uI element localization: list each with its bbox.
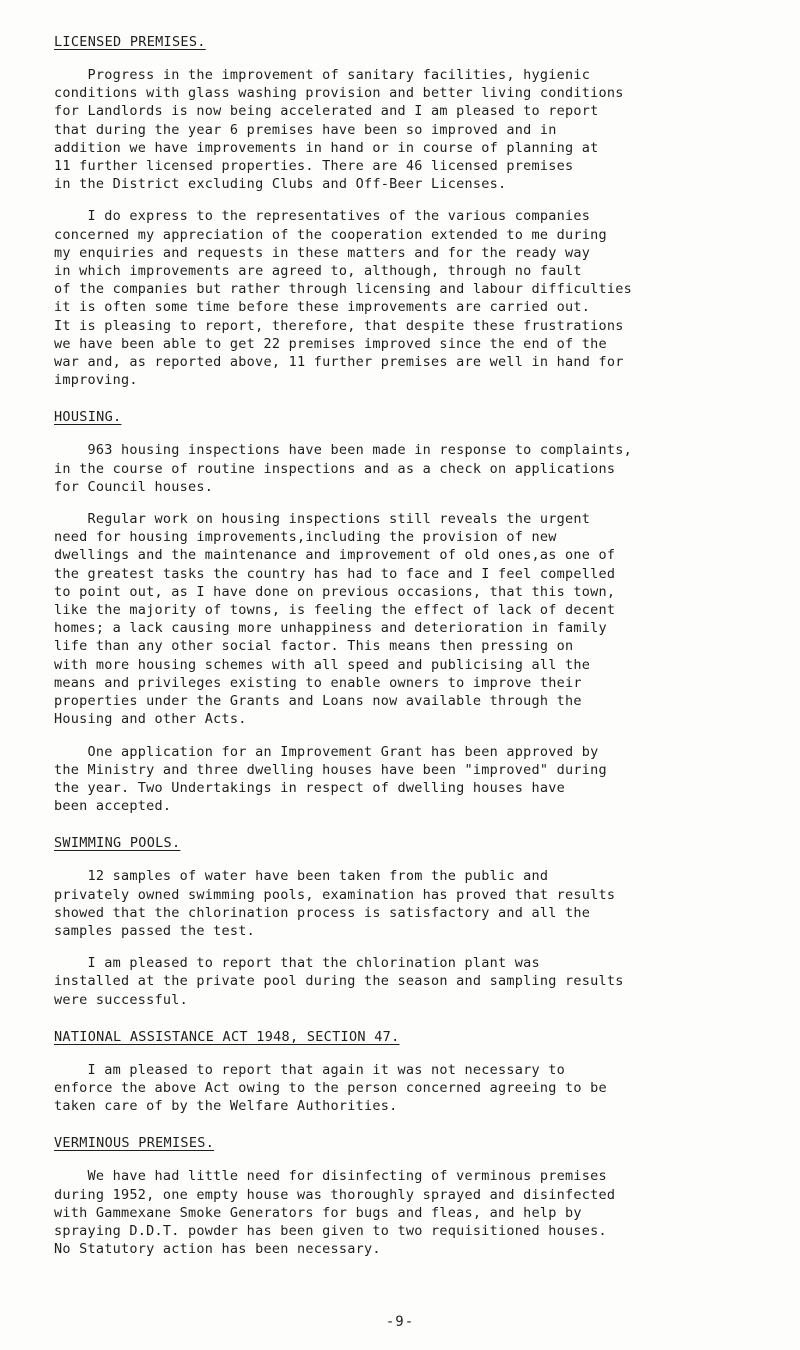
text-line: we have been able to get 22 premises improved since the end of the	[54, 335, 607, 352]
text-line: It is pleasing to report, therefore, that despite these frustrations	[54, 317, 624, 334]
paragraph	[54, 510, 774, 728]
paragraph-gap	[54, 729, 774, 743]
paragraph-gap	[54, 496, 774, 510]
paragraph-gap	[54, 1047, 774, 1061]
text-line: during 1952, one empty house was thoroughly sprayed and disinfected	[54, 1186, 616, 1203]
text-line: privately owned swimming pools, examination has proved that results	[54, 886, 616, 903]
text-line: 11 further licensed properties. There are 46 licensed premises	[54, 158, 574, 175]
text-line: dwellings and the maintenance and improvement of old ones,as one of	[54, 547, 616, 564]
paragraph	[54, 1167, 774, 1258]
section-heading: LICENSED PREMISES.	[54, 34, 206, 50]
paragraph-gap	[54, 853, 774, 867]
text-line: of the companies but rather through licensing and labour difficulties	[54, 281, 633, 298]
text-line: in which improvements are agreed to, although, through no fault	[54, 263, 582, 280]
section-gap	[54, 1115, 774, 1133]
text-line: addition we have improvements in hand or in course of planning at	[54, 139, 599, 156]
text-line: samples passed the test.	[54, 922, 256, 939]
text-line: I am pleased to report that again it was not necessary to	[54, 1061, 566, 1078]
paragraph-gap	[54, 427, 774, 441]
section-heading: SWIMMING POOLS.	[54, 835, 181, 852]
text-line: No Statutory action has been necessary.	[54, 1241, 381, 1258]
text-line: I am pleased to report that the chlorination plant was	[54, 955, 540, 972]
text-line: life than any other social factor. This means then pressing on	[54, 638, 574, 655]
text-line: spraying D.D.T. powder has been given to two requisitioned houses.	[54, 1222, 607, 1239]
paragraph	[54, 1061, 774, 1116]
text-line: taken care of by the Welfare Authorities.	[54, 1098, 398, 1115]
section-heading: HOUSING.	[54, 409, 122, 426]
text-line: showed that the chlorination process is satisfactory and all the	[54, 904, 591, 921]
text-line: for Landlords is now being accelerated and I am pleased to report	[54, 103, 599, 120]
text-line: improving.	[54, 372, 138, 389]
paragraph-gap	[54, 52, 774, 66]
text-line: need for housing improvements,including the provision of new	[54, 529, 557, 546]
text-line: Regular work on housing inspections still reveals the urgent	[54, 511, 591, 528]
text-line: with Gammexane Smoke Generators for bugs and fleas, and help by	[54, 1204, 582, 1221]
text-line: with more housing schemes with all speed and publicising all the	[54, 656, 591, 673]
text-line: like the majority of towns, is feeling the effect of lack of decent	[54, 602, 616, 619]
text-line: that during the year 6 premises have been so improved and in	[54, 121, 557, 138]
text-line: to point out, as I have done on previous occasions, that this town,	[54, 583, 616, 600]
paragraph	[54, 66, 774, 193]
text-line: properties under the Grants and Loans now available through the	[54, 693, 582, 710]
paragraph	[54, 441, 774, 496]
text-line: war and, as reported above, 11 further premises are well in hand for	[54, 354, 624, 371]
text-line: enforce the above Act owing to the person concerned agreeing to be	[54, 1079, 607, 1096]
text-line: Progress in the improvement of sanitary facilities, hygienic	[54, 67, 591, 83]
section-gap	[54, 1009, 774, 1027]
text-line: in the District excluding Clubs and Off-Beer Licenses.	[54, 176, 507, 193]
text-line: installed at the private pool during the season and sampling results	[54, 973, 624, 990]
paragraph-gap	[54, 940, 774, 954]
text-line: were successful.	[54, 991, 189, 1008]
page-number: -9-	[385, 1314, 415, 1330]
paragraph	[54, 207, 774, 389]
text-line: been accepted.	[54, 798, 172, 815]
text-line: in the course of routine inspections and as a check on applications	[54, 460, 616, 477]
text-line: homes; a lack causing more unhappiness and deterioration in family	[54, 620, 607, 637]
text-line: I do express to the representatives of the various companies	[54, 208, 591, 225]
text-line: means and privileges existing to enable owners to improve their	[54, 674, 582, 691]
text-line: the year. Two Undertakings in respect of dwelling houses have	[54, 779, 566, 796]
document-page	[54, 32, 774, 1258]
section-gap	[54, 815, 774, 833]
section-gap	[54, 389, 774, 407]
section-heading: VERMINOUS PREMISES.	[54, 1135, 215, 1152]
paragraph	[54, 954, 774, 1009]
text-line: 12 samples of water have been taken from the public and	[54, 868, 549, 885]
text-line: concerned my appreciation of the cooperation extended to me during	[54, 226, 607, 243]
text-line: my enquiries and requests in these matters and for the ready way	[54, 244, 591, 261]
text-line: conditions with glass washing provision and better living conditions	[54, 85, 624, 102]
paragraph-gap	[54, 193, 774, 207]
text-line: 963 housing inspections have been made in response to complaints,	[54, 442, 633, 459]
text-line: the greatest tasks the country has had to face and I feel compelled	[54, 565, 616, 582]
text-line: Housing and other Acts.	[54, 711, 247, 728]
section-heading: NATIONAL ASSISTANCE ACT 1948, SECTION 47.	[54, 1028, 400, 1045]
paragraph	[54, 867, 774, 940]
paragraph-gap	[54, 1153, 774, 1167]
text-line: We have had little need for disinfecting of verminous premises	[54, 1168, 607, 1185]
paragraph	[54, 743, 774, 816]
text-line: One application for an Improvement Grant has been approved by	[54, 743, 599, 760]
text-line: it is often some time before these improvements are carried out.	[54, 299, 591, 316]
text-line: the Ministry and three dwelling houses have been "improved" during	[54, 761, 607, 778]
text-line: for Council houses.	[54, 478, 214, 495]
